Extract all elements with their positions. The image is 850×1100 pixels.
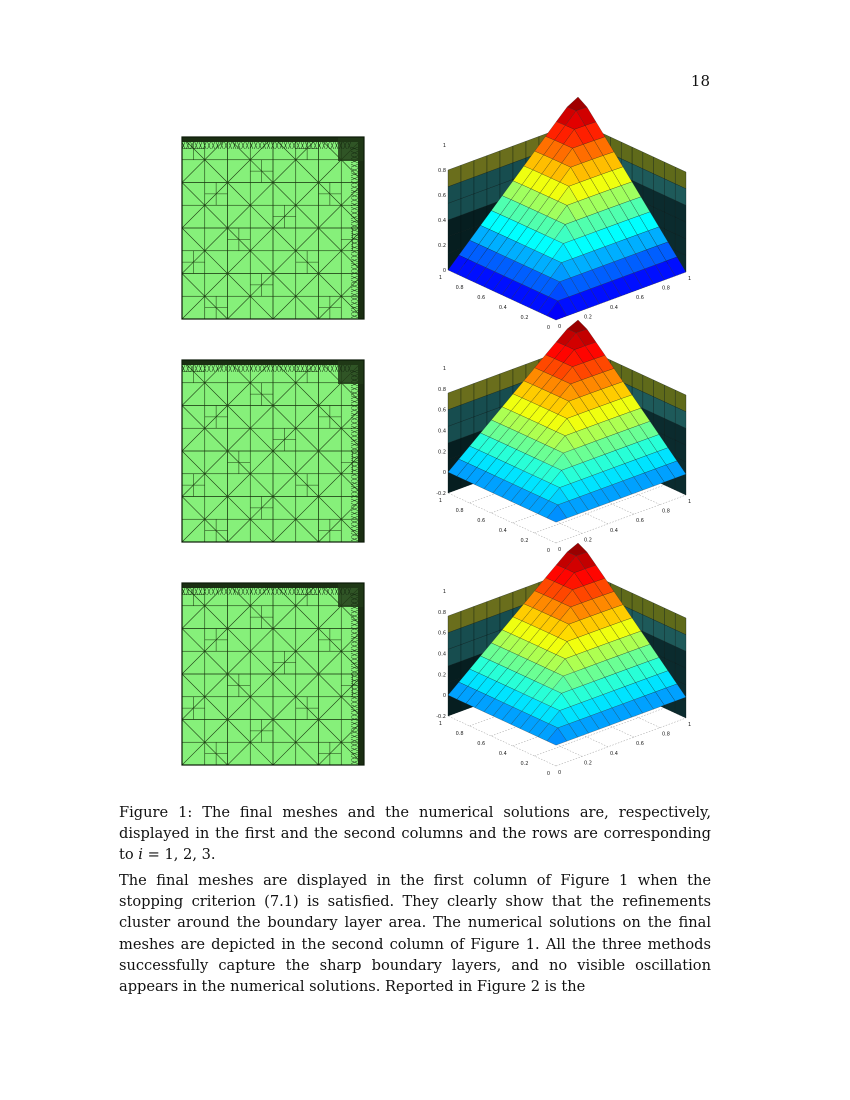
y-tick-label: 0.8 [455,508,464,514]
y-tick-label: 0.8 [455,285,464,291]
z-tick-label: 0.8 [438,609,446,616]
x-tick-label: 0 [558,547,562,553]
z-tick-label: 0.6 [438,193,446,199]
z-tick-label: 0 [442,470,446,477]
y-tick-label: 0.6 [477,741,486,747]
mesh-figure-row-3 [182,583,364,765]
z-tick-label: 0 [442,693,446,700]
z-tick-label: 0.2 [438,449,446,456]
y-tick-label: 0 [546,771,550,777]
x-tick-label: 0.6 [636,295,644,302]
mesh-grid [182,583,364,765]
x-tick-label: 0.4 [610,527,618,534]
y-tick-label: 0.2 [520,761,529,767]
x-tick-label: 0.2 [584,314,592,321]
z-tick-label: -0.2 [436,491,446,497]
y-tick-label: 0.6 [477,518,486,524]
y-tick-label: 0 [546,325,550,331]
surface-plot-row-2 [438,365,696,555]
x-tick-label: 0 [558,770,562,776]
z-tick-label: -0.2 [436,714,446,720]
caption-math-variable: i [138,846,143,863]
z-tick-label: 0.2 [438,672,446,679]
y-tick-label: 0.4 [498,751,507,757]
z-tick-label: 1 [442,366,446,372]
z-tick-label: 0.6 [438,630,446,637]
y-tick-label: 1 [438,498,442,504]
z-tick-label: 0.2 [438,243,446,249]
x-tick-label: 0.6 [636,518,644,525]
y-tick-label: 0.8 [455,731,464,737]
x-tick-label: 1 [688,276,692,282]
z-tick-label: 0.4 [438,651,446,658]
y-tick-label: 1 [438,275,442,281]
mesh-grid [182,360,364,542]
x-tick-label: 0.4 [610,750,618,757]
caption-text: Figure 1: The final meshes and the numerical solutions are, respectively, displayed in the first and the second columns and the rows are corresponding to [119,804,711,863]
x-tick-label: 1 [688,722,692,728]
y-tick-label: 0.4 [498,305,507,311]
z-tick-label: 1 [442,143,446,149]
z-tick-label: 1 [442,589,446,595]
y-tick-label: 0 [546,548,550,554]
x-tick-label: 0.8 [662,731,670,738]
x-tick-label: 0.8 [662,285,670,292]
y-tick-label: 1 [438,721,442,727]
x-tick-label: 1 [688,499,692,505]
z-tick-label: 0.8 [438,168,446,174]
z-tick-label: 0.4 [438,428,446,435]
x-tick-label: 0.8 [662,508,670,515]
surface-plot-row-1 [438,142,696,332]
y-tick-label: 0.2 [520,538,529,544]
body-paragraph [119,870,711,997]
x-tick-label: 0 [558,324,562,330]
y-tick-label: 0.4 [498,528,507,534]
x-tick-label: 0.2 [584,537,592,544]
x-tick-label: 0.2 [584,760,592,767]
z-tick-label: 0.6 [438,407,446,414]
mesh-grid [182,137,364,319]
surface-plot-row-3 [438,588,696,778]
z-tick-label: 0.8 [438,386,446,393]
caption-values: = 1, 2, 3. [142,846,216,863]
y-tick-label: 0.6 [477,295,486,301]
paragraph-text: The final meshes are displayed in the first column of Figure 1 when the stopping criterion (7.1) is satisfied. They clearly show that the refinements cluster around the boundary layer area. The numerical solutions on the final meshes are depicted in the second column of Figure 1. All the three methods successfully capture the sharp boundary layers, and no visible oscillation appears in the numerical solutions. Reported in Figure 2 is the [119,872,711,996]
mesh-figure-row-1 [182,137,364,319]
y-tick-label: 0.2 [520,315,529,321]
mesh-figure-row-2 [182,360,364,542]
page-number: 18 [690,72,710,90]
x-tick-label: 0.6 [636,741,644,748]
figure-caption [119,802,711,865]
z-tick-label: 0 [442,268,446,274]
z-tick-label: 0.4 [438,218,446,224]
x-tick-label: 0.4 [610,304,618,311]
